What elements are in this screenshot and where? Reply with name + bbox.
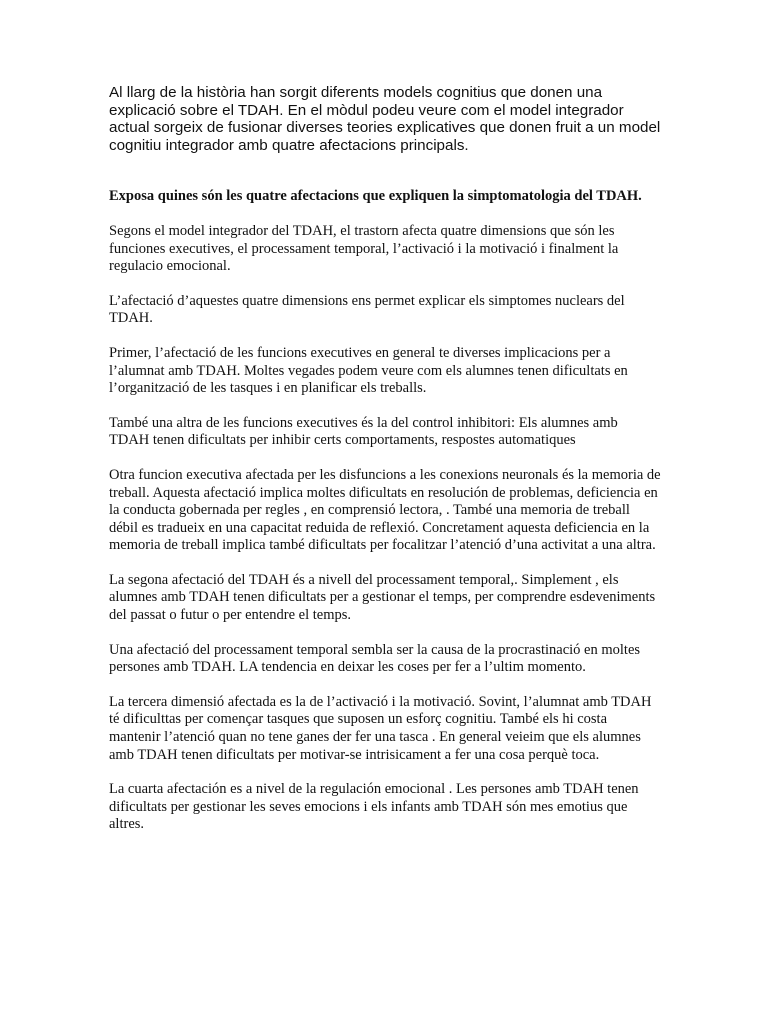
document-body — [109, 84, 661, 851]
answer-paragraph-8: La tercera dimensió afectada es la de l’activació i la motivació. Sovint, l’alumnat amb TDAH té dificulttas per començar tasques que suposen un esforç cognitiu. També els hi costa mantenir l’atenció quan no tene ganes der fer una tasca . En general veieim que els alumnes amb TDAH tenen dificultats per motivar-se intrisicament a fer una cosa perquè toca. — [109, 693, 652, 763]
answer-paragraph-5: Otra funcion executiva afectada per les disfuncions a les conexions neuronals és la memoria de treball. Aquesta afectació implica moltes dificultats en resolución de problemas, deficiencia en la conducta gobernada per regles , en comprensió lectora, . També una memoria de treball débil es tradueix en una capacitat reduida de reflexió. Concretament aquesta deficiencia en la memoria de treball implica també dificultats per focalitzar l’atenció d’una activitat a una altra. — [109, 466, 661, 554]
answer-paragraph-7: Una afectació del processament temporal sembla ser la causa de la procrastinació en moltes persones amb TDAH. LA tendencia en deixar les coses per fer a l’ultim momento. — [109, 641, 641, 676]
answer-paragraph-6: La segona afectació del TDAH és a nivell del processament temporal,. Simplement , els alumnes amb TDAH tenen dificultats per a gestionar el temps, per comprendre esdeveniments del passat o futur o per entendre el temps. — [109, 571, 656, 624]
question-heading: Exposa quines són les quatre afectacions que expliquen la simptomatologia del TDAH. — [109, 188, 642, 205]
answer-paragraph-2: L’afectació d’aquestes quatre dimensions ens permet explicar els simptomes nuclears del TDAH. — [109, 292, 625, 327]
answer-paragraph-9: La cuarta afectación es a nivel de la regulación emocional . Les persones amb TDAH tenen dificultats per gestionar les seves emocions i els infants amb TDAH són mes emotius que altres. — [109, 781, 639, 833]
answer-paragraph-1: Segons el model integrador del TDAH, el trastorn afecta quatre dimensions que són les funciones executives, el processament temporal, l’activació i la motivació i finalment la regulacio emocional. — [109, 222, 619, 275]
answer-paragraph-3: Primer, l’afectació de les funcions executives en general te diverses implicacions per a l’alumnat amb TDAH. Moltes vegades podem veure com els alumnes tenen dificultats en l’organització de les tasques i en planificar els treballs. — [109, 344, 628, 397]
answer-paragraph-4: També una altra de les funcions executives és la del control inhibitori: Els alumnes amb TDAH tenen dificultats per inhibir certs comportaments, respostes automatiques — [109, 414, 618, 449]
intro-paragraph: Al llarg de la història han sorgit diferents models cognitius que donen una explicació sobre el TDAH. En el mòdul podeu veure com el model integrador actual sorgeix de fusionar diverses teories explicatives que donen fruit a un model cognitiu integrador amb quatre afectacions principals. — [109, 84, 661, 154]
